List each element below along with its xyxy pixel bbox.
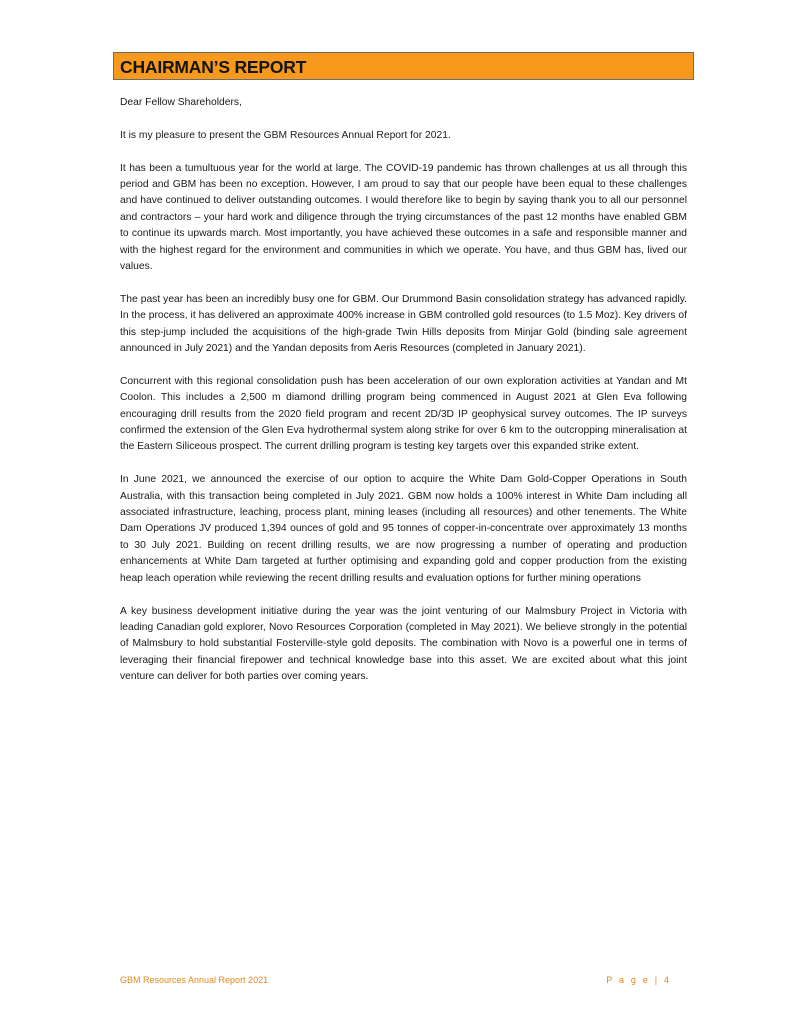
paragraph-exploration: Concurrent with this regional consolidation push has been acceleration of our own exploration activities at Yandan and Mt Coolon. This includes a 2,500 m diamond drilling program being commenced in August 2021 at Glen Eva following encouraging drill results from the 2020 field program and recent 2D/3D IP geophysical survey outcomes. The IP surveys confirmed the extension of the Glen Eva hydrothermal system along strike for over 6 km to the outcropping mineralisation at the Eastern Siliceous prospect. The current drilling program is testing key targets over this expanded strike extent.: [120, 375, 687, 453]
paragraph-drummond-basin: The past year has been an incredibly busy one for GBM. Our Drummond Basin consolidation strategy has advanced rapidly. In the process, it has delivered an approximate 400% increase in GBM controlled gold resources (to 1.5 Moz). Key drivers of this step-jump included the acquisitions of the high-grade Twin Hills deposits from Minjar Gold (binding sale agreement announced in July 2021) and the Yandan deposits from Aeris Resources (completed in January 2021).: [120, 293, 687, 355]
paragraph-covid: It has been a tumultuous year for the world at large. The COVID-19 pandemic has thrown challenges at us all through this period and GBM has been no exception. However, I am proud to say that our people have been equal to these challenges and have continued to deliver outstanding outcomes. I would therefore like to begin by saying thank you to all our personnel and contractors – your hard work and diligence through the trying circumstances of the past 12 months have enabled GBM to continue its upwards march. Most importantly, you have achieved these outcomes in a safe and responsible manner and with the highest regard for the environment and communities in which we operate. You have, and thus GBM has, lived our values.: [120, 162, 687, 273]
salutation: Dear Fellow Shareholders,: [120, 97, 242, 108]
paragraph-intro: It is my pleasure to present the GBM Resources Annual Report for 2021.: [120, 129, 451, 141]
paragraph-white-dam: In June 2021, we announced the exercise of our option to acquire the White Dam Gold-Copper Operations in South Australia, with this transaction being completed in July 2021. GBM now holds a 100% interest in White Dam including all associated infrastructure, leaching, process plant, mining leases (including all resources) and other tenements. The White Dam Operations JV produced 1,394 ounces of gold and 95 tonnes of copper-in-concentrate over approximately 13 months to 30 July 2021. Building on recent drilling results, we are now progressing a number of operating and production enhancements at White Dam targeted at further optimising and expanding gold and copper production from the existing heap leach operation while reviewing the recent drilling results and evaluation options for further mining operations: [120, 474, 687, 584]
letter-body: [120, 95, 687, 702]
footer-page-label: P a g e |: [606, 975, 660, 985]
section-title-bar: [113, 52, 694, 80]
footer-page-indicator: [606, 974, 669, 986]
section-title: CHAIRMAN’S REPORT: [120, 57, 307, 77]
paragraph-malmsbury: A key business development initiative during the year was the joint venturing of our Malmsbury Project in Victoria with leading Canadian gold explorer, Novo Resources Corporation (completed in May 2021). We believe strongly in the potential of Malmsbury to hold substantial Fosterville-style gold deposits. The combination with Novo is a powerful one in terms of leveraging their financial firepower and technical knowledge base into this asset. We are excited about what this joint venture can deliver for both parties over coming years.: [120, 605, 687, 683]
footer-page-number: 4: [663, 975, 669, 985]
footer-report-name: GBM Resources Annual Report 2021: [120, 975, 269, 985]
